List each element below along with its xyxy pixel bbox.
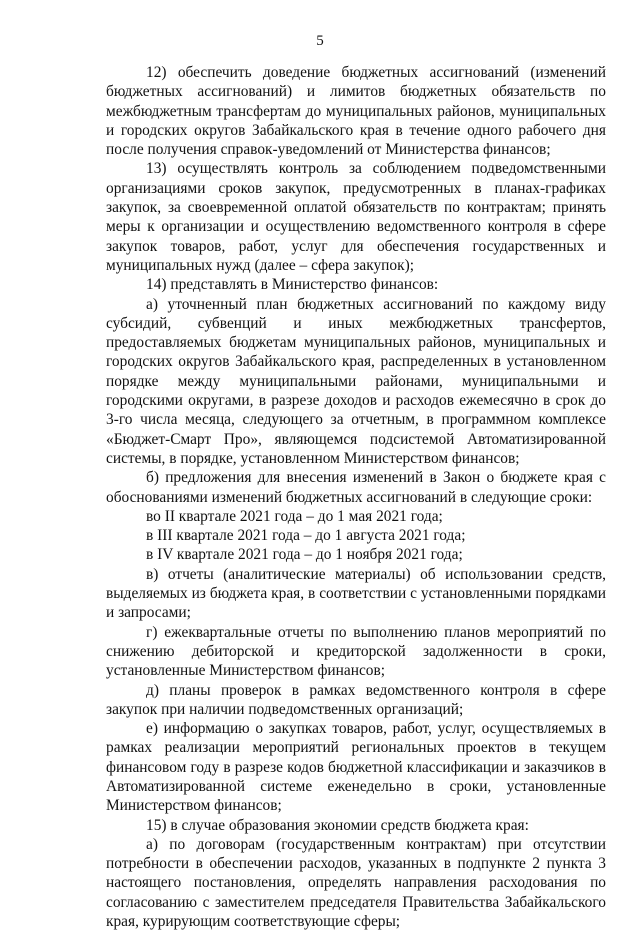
paragraph-15a: а) по договорам (государственным контрактам) при отсутствии потребности в обеспечении расходов, указанных в подпункте 2 пункта 3 настоящего постановления, определять направления расходования по согласованию с заместителем председателя Правительства Забайкальского края, курирующим соответствующие сферы; <box>106 835 606 931</box>
deadline-q4: в IV квартале 2021 года – до 1 ноября 2021 года; <box>146 546 463 564</box>
page-number: 5 <box>316 33 324 49</box>
deadline-q2: во II квартале 2021 года – до 1 мая 2021 года; <box>146 507 443 525</box>
paragraph-14e: е) информацию о закупках товаров, работ, услуг, осуществляемых в рамках реализации мероприятий региональных проектов в текущем финансовом году в разрезе кодов бюджетной классификации и заказчиков в Автоматизированной системе еженедельно в сроки, установленные Министерством финансов; <box>106 720 606 815</box>
paragraph-14b: б) предложения для внесения изменений в Закон о бюджете края с обоснованиями изменений бюджетных ассигнований в следующие сроки: <box>106 469 606 506</box>
document-body <box>106 63 606 931</box>
paragraph-15: 15) в случае образования экономии средств бюджета края: <box>146 816 529 834</box>
deadline-q3: в III квартале 2021 года – до 1 августа 2021 года; <box>146 527 466 545</box>
paragraph-14g: г) ежеквартальные отчеты по выполнению планов мероприятий по снижению дебиторской и кредиторской задолженности в сроки, установленные Министерством финансов; <box>106 623 606 680</box>
paragraph-12: 12) обеспечить доведение бюджетных ассигнований (изменений бюджетных ассигнований) и лимитов бюджетных обязательств по межбюджетным трансфертам до муниципальных районов, муниципальных и городских округов Забайкальского края в течение одного рабочего дня после получения справок-уведомлений от Министерства финансов; <box>106 64 606 159</box>
paragraph-14v: в) отчеты (аналитические материалы) об использовании средств, выделяемых из бюджета края, в соответствии с установленными порядками и запросами; <box>106 565 606 622</box>
paragraph-14d: д) планы проверок в рамках ведомственного контроля в сфере закупок при наличии подведомственных организаций; <box>106 681 606 718</box>
paragraph-14a: а) уточненный план бюджетных ассигнований по каждому виду субсидий, субвенций и иных межбюджетных трансфертов, предоставляемых бюджетам муниципальных районов, муниципальных и городских округов Забайкальского края, распределенных в установленном порядке между муниципальными районами, муниципальными и городскими округами, в разрезе доходов и расходов ежемесячно в срок до 3-го числа месяца, следующего за отчетным, в программном комплексе «Бюджет-Смарт Про», являющемся подсистемой Автоматизированной системы, в порядке, установленном Министерством финансов; <box>106 295 606 467</box>
paragraph-14: 14) представлять в Министерство финансов: <box>146 276 439 294</box>
paragraph-13: 13) осуществлять контроль за соблюдением подведомственными организациями сроков закупок, предусмотренных в планах-графиках закупок, за своевременной оплатой обязательств по контрактам; принять меры к организации и осуществлению ведомственного контроля в сфере закупок товаров, работ, услуг для обеспечения государственных и муниципальных нужд (далее – сфера закупок); <box>106 160 606 274</box>
